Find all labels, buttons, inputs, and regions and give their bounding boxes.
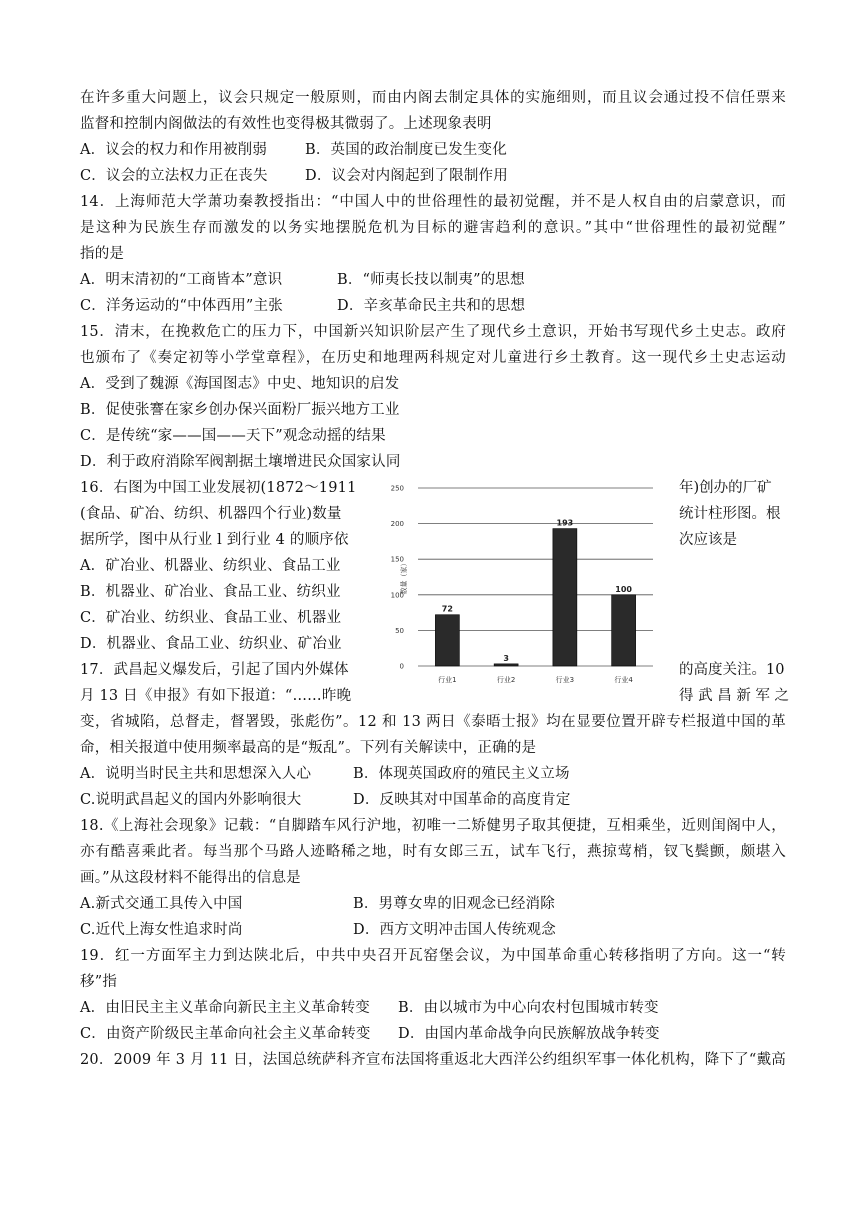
y-tick-label: 150 — [390, 555, 404, 564]
bar — [494, 664, 518, 666]
industry-bar-chart — [378, 478, 663, 688]
option-a: A．受到了魏源《海国图志》中史、地知识的启发 — [80, 376, 400, 392]
category-label: 行业3 — [555, 676, 575, 684]
question-16: 16．右图为中国工业发展初(1872～1911 — [80, 480, 357, 496]
text-line: 指的是 — [80, 246, 125, 262]
y-tick-label: 50 — [395, 626, 404, 635]
question-18: 18.《上海社会现象》记载：“自脚踏车风行沪地，初唯一二矫健男子取其便捷，互相乘坐，近则闺阁中人， — [80, 818, 786, 834]
question-15: 15．清末，在挽救危亡的压力下，中国新兴知识阶层产生了现代乡土意识，开始书写现代乡土史志。政府 — [80, 324, 786, 340]
bar — [612, 595, 636, 666]
option-a: A．矿冶业、机器业、纺织业、食品工业 — [80, 558, 341, 574]
y-tick-label: 200 — [390, 520, 404, 529]
bar-value-label: 72 — [441, 604, 453, 614]
category-label: 行业4 — [614, 676, 633, 684]
option-d: D．机器业、食品工业、纺织业、矿冶业 — [80, 636, 342, 652]
chart-bars — [435, 529, 635, 666]
y-tick-label: 0 — [399, 662, 404, 671]
option-d: D．辛亥革命民主共和的思想 — [337, 298, 526, 314]
option-a: A．议会的权力和作用被削弱 — [80, 142, 268, 158]
bar-chart-svg — [378, 478, 663, 688]
option-b: B．由以城市为中心向农村包围城市转变 — [398, 1000, 659, 1016]
text-line: 亦有酷喜乘此者。每当那个马路人迹略稀之地，时有女郎三五，试车飞行，燕掠莺梢，钗飞鬓颤，颇堪入 — [80, 844, 786, 860]
bar-value-label: 193 — [556, 518, 574, 528]
option-a: A．明末清初的“工商皆本”意识 — [80, 272, 283, 288]
text-line: 移”指 — [80, 974, 118, 990]
text-line: 监督和控制内阁做法的有效性也变得极其微弱了。上述现象表明 — [80, 116, 492, 132]
option-c: C.近代上海女性追求时尚 — [80, 922, 243, 938]
text-line: 画。”从这段材料不能得出的信息是 — [80, 870, 301, 886]
bar-value-label: 100 — [615, 584, 632, 594]
option-b: B．促使张謇在家乡创办保兴面粉厂振兴地方工业 — [80, 402, 400, 418]
option-a: A.新式交通工具传入中国 — [80, 896, 243, 912]
chart-categories — [438, 675, 633, 684]
question-14: 14．上海师范大学萧功秦教授指出：“中国人中的世俗理性的最初觉醒，并不是人权自由的启蒙意识，而 — [80, 194, 786, 210]
option-a: A．说明当时民主共和思想深入人心 — [80, 766, 312, 782]
text-line: 是这种为民族生存而激发的以务实地摆脱危机为目标的避害趋利的意识。”其中“世俗理性的最初觉醒” — [80, 220, 786, 236]
option-c: C．议会的立法权力正在丧失 — [80, 168, 268, 184]
option-d: D．反映其对中国革命的高度肯定 — [353, 792, 571, 808]
text-fragment: 次应该是 — [679, 532, 737, 548]
category-label: 行业2 — [496, 676, 516, 684]
question-19: 19．红一方面军主力到达陕北后，中共中央召开瓦窑堡会议，为中国革命重心转移指明了方向。这一“转 — [80, 948, 786, 964]
chart-labels — [442, 519, 633, 663]
text-fragment: 年)创办的厂矿 — [679, 480, 772, 496]
option-a: A．由旧民主主义革命向新民主主义革命转变 — [80, 1000, 370, 1016]
y-tick-label: 250 — [390, 484, 404, 493]
option-c: C.说明武昌起义的国内外影响很大 — [80, 792, 302, 808]
text-line: 也颁布了《奏定初等小学堂章程》，在历史和地理两科规定对儿童进行乡土教育。这一现代乡土史志运动 — [80, 350, 786, 366]
option-c: C．洋务运动的“中体西用”主张 — [80, 298, 283, 314]
text-fragment: 得 武 昌 新 军 之 — [679, 688, 790, 704]
y-axis-label: 数量（家） — [400, 559, 408, 595]
category-label: 行业1 — [438, 676, 457, 684]
option-d: D．议会对内阁起到了限制作用 — [305, 168, 508, 184]
bar — [435, 615, 459, 666]
text-line: (食品、矿冶、纺织、机器四个行业)数量 — [80, 506, 342, 522]
option-c: C．由资产阶级民主革命向社会主义革命转变 — [80, 1026, 371, 1042]
option-c: C．矿冶业、纺织业、食品工业、机器业 — [80, 610, 342, 626]
option-b: B．体现英国政府的殖民主义立场 — [353, 766, 570, 782]
text-line: 在许多重大问题上，议会只规定一般原则，而由内阁去制定具体的实施细则，而且议会通过投不信任票来 — [80, 90, 786, 106]
text-fragment: 的高度关注。10 — [679, 662, 785, 678]
option-b: B．英国的政治制度已发生变化 — [305, 142, 507, 158]
option-b: B．男尊女卑的旧观念已经消除 — [353, 896, 555, 912]
option-c: C．是传统“家——国——天下”观念动摇的结果 — [80, 428, 386, 444]
question-17: 17．武昌起义爆发后，引起了国内外媒体 — [80, 662, 349, 678]
text-line: 据所学，图中从行业 l 到行业 4 的顺序依 — [80, 532, 349, 548]
option-d: D．西方文明冲击国人传统观念 — [353, 922, 556, 938]
y-tick-label: 100 — [390, 591, 404, 600]
text-fragment: 统计柱形图。根 — [679, 506, 781, 522]
text-line: 变，省城陷，总督走，督署毁，张彪伤”。12 和 13 两日《泰晤士报》均在显要位置开辟专栏报道中国的革 — [80, 714, 786, 730]
option-b: B．机器业、矿冶业、食品工业、纺织业 — [80, 584, 341, 600]
option-b: B．“师夷长技以制夷”的思想 — [337, 272, 525, 288]
bar-value-label: 3 — [503, 653, 509, 663]
option-d: D．由国内革命战争向民族解放战争转变 — [398, 1026, 660, 1042]
question-20: 20．2009 年 3 月 11 日，法国总统萨科齐宣布法国将重返北大西洋公约组织军事一体化机构，降下了“戴高 — [80, 1052, 786, 1068]
text-line: 命，相关报道中使用频率最高的是“叛乱”。下列有关解读中，正确的是 — [80, 740, 537, 756]
text-line: 月 13 日《申报》有如下报道：“……昨晚 — [80, 688, 352, 704]
option-d: D．利于政府消除军阀割据土壤增进民众国家认同 — [80, 454, 401, 470]
bar — [553, 529, 577, 666]
